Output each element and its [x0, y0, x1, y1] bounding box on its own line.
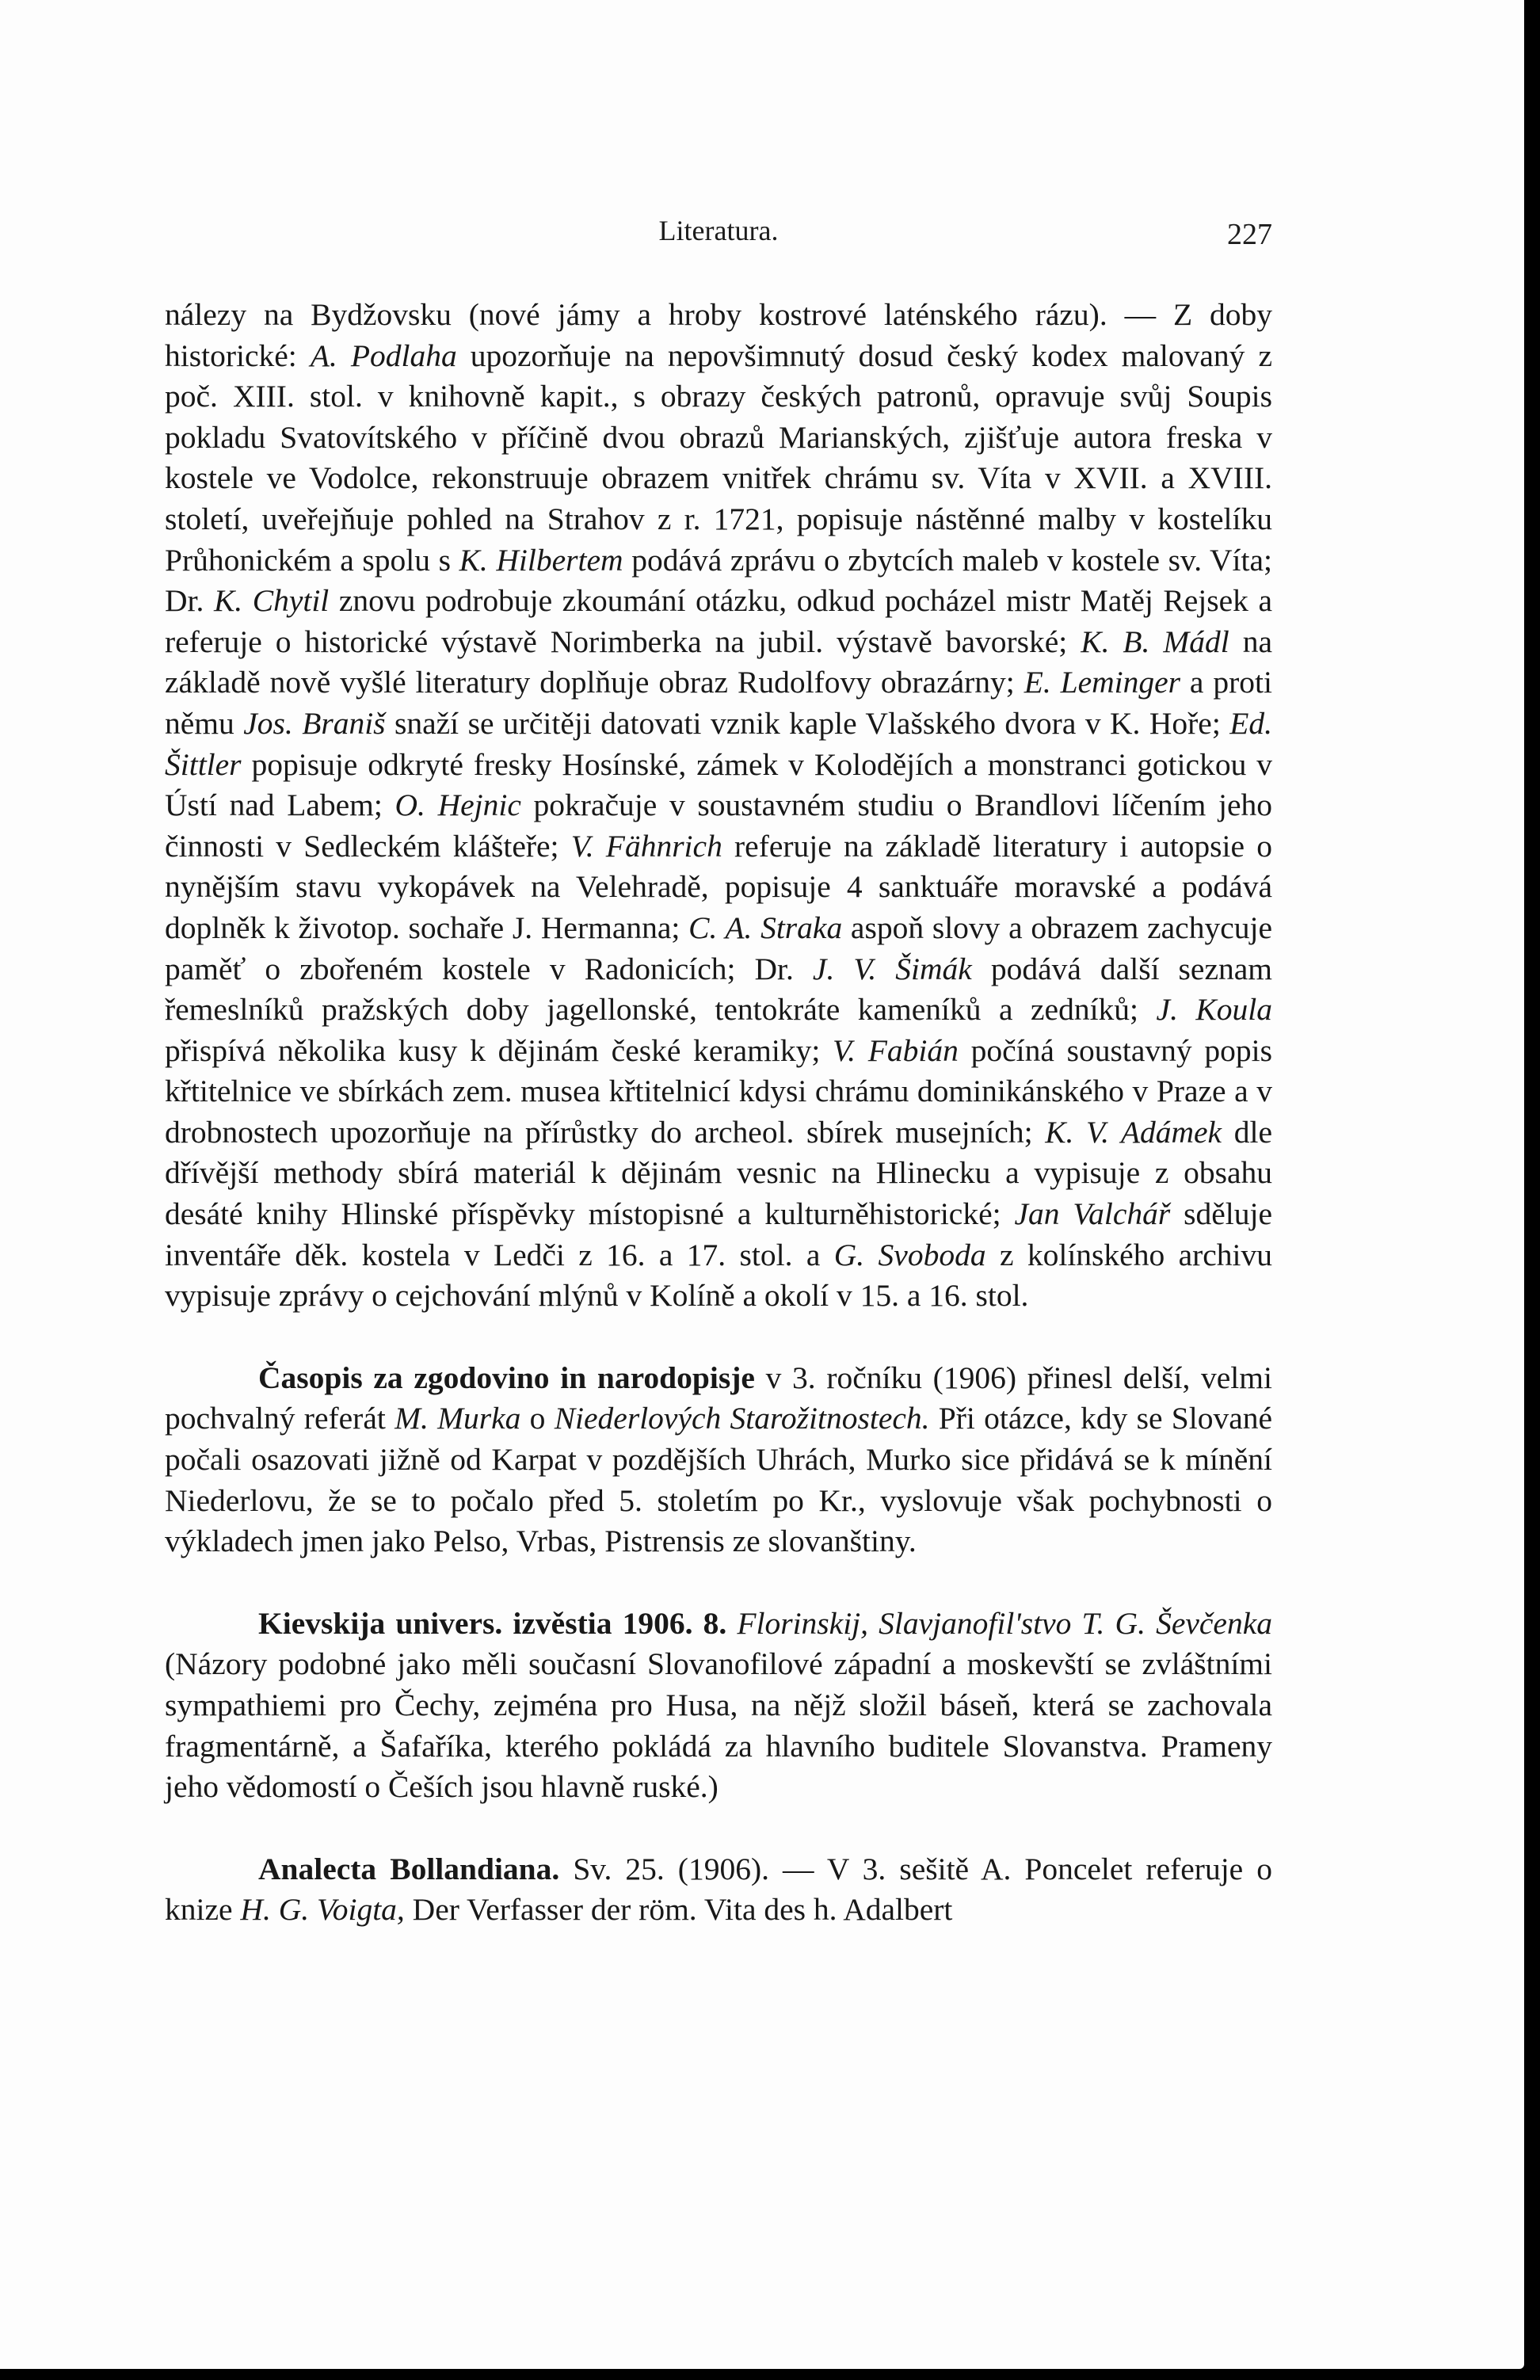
text-run: a proti němu [165, 665, 1272, 741]
author-name: O. Hejnic [395, 788, 521, 823]
text-run: snaží se určitěji datovati vznik kaple Vlašského dvora v K. Hoře; [385, 705, 1230, 741]
author-name: K. Chytil [213, 583, 330, 619]
author-name: Jan Valchář [1014, 1196, 1171, 1232]
author-name: K. B. Mádl [1081, 624, 1229, 659]
text-run: z kolínského archivu vypisuje zprávy o cejchování mlýnů v Kolíně a okolí v 15. a 16. stol. [165, 1237, 1273, 1314]
body-text [165, 295, 1272, 1931]
author-name: E. Leminger [1023, 665, 1181, 700]
journal-title: Časopis za zgodovino in narodopisje [258, 1360, 755, 1395]
text-run: aspoň slovy a obrazem zachycuje paměť o zbořeném kostele v Radonicích; Dr. [165, 910, 1272, 986]
paragraph-art-news [165, 295, 1272, 1317]
author-name: K. Hilbertem [459, 542, 623, 578]
work-title: Niederlových Starožitnostech. [554, 1401, 930, 1436]
scan-edge [1524, 0, 1540, 2380]
text-run: nálezy na Bydžovsku (nové jámy a hroby kostrové laténského rázu). — Z doby historické: [165, 297, 1272, 373]
journal-title: Kievskija univers. izvěstia 1906. 8. [258, 1605, 727, 1641]
text-run: pokračuje v soustavném studiu o Brandlovi líčením jeho činnosti v Sedleckém klášteře; [165, 788, 1272, 864]
paragraph-kievskija [165, 1604, 1272, 1808]
text-run: upozorňuje na nepovšimnutý dosud český kodex malovaný z poč. XIII. stol. v knihovně kapit., s obrazy českých patronů, opravuje svůj Soupis pokladu Svatovítského v příčině dvou obrazů Marianských, zjišťuje autora freska v kostele ve Vodolce, rekonstruuje obrazem vnitřek chrámu sv. Víta v XVII. a XVIII. století, uveřejňuje pohled na Strahov z r. 1721, popisuje nástěnné malby v kostelíku Průhonickém a spolu s [165, 338, 1273, 578]
page-number: 227 [1227, 218, 1272, 251]
text-run: popisuje odkryté fresky Hosínské, zámek v Kolodějích a monstranci gotickou v Ústí nad Labem; [165, 746, 1272, 823]
text-run: sděluje inventáře děk. kostela v Ledči z 16. a 17. stol. a [165, 1196, 1272, 1272]
running-title: Literatura. [658, 215, 779, 246]
paragraph-gap [165, 1808, 1272, 1849]
text-run: přispívá několika kusy k dějinám české keramiky; [165, 1032, 833, 1068]
author-name: J. Koula [1156, 992, 1272, 1028]
author-name: Jos. Braniš [243, 705, 386, 741]
text-run: podává další seznam řemeslníků pražských doby jagellonské, tentokráte kameníků a zedníků; [165, 951, 1273, 1028]
work-title: Florinskij, Slavjanofil'stvo T. G. Ševčenka [737, 1605, 1272, 1641]
text-run: na základě nově vyšlé literatury doplňuje obraz Rudolfovy obrazárny; [165, 624, 1272, 700]
author-name: V. Fabián [833, 1032, 959, 1068]
text-run: v 3. ročníku (1906) přinesl delší, velmi pochvalný referát [165, 1360, 1272, 1436]
text-run: podává zprávu o zbytcích maleb v kostele sv. Víta; Dr. [165, 542, 1272, 619]
text-run: znovu podrobuje zkoumání otázku, odkud pocházel mistr Matěj Rejsek a referuje o historické výstavě Norimberka na jubil. výstavě bavorské; [165, 583, 1272, 659]
author-name: V. Fähnrich [570, 828, 722, 864]
text-run: o [520, 1401, 555, 1436]
author-name: C. A. Straka [688, 910, 843, 945]
paragraph-analecta [165, 1849, 1272, 1931]
paragraph-casopis [165, 1358, 1272, 1562]
author-name: J. V. Šimák [812, 951, 972, 986]
text-run: (Názory podobné jako měli současní Slovanofilové západní a moskevští se zvláštními sympathiemi pro Čechy, zejména pro Husa, na nějž složil báseň, která se zachovala fragmentárně, a Šafaříka, kterého pokládá za hlavního buditele Slovanstva. Prameny jeho vědomostí o Češích jsou hlavně ruské.) [165, 1646, 1272, 1805]
text-run: Při otázce, kdy se Slované počali osazovati jižně od Karpat v pozdějších Uhrách, Murko sice přidává se k mínění Niederlovu, že se to počalo před 5. stoletím po Kr., vyslovuje však pochybnosti o výkladech jmen jako Pelso, Vrbas, Pistrensis ze slovanštiny. [165, 1401, 1273, 1559]
paragraph-gap [165, 1562, 1272, 1604]
text-run: Sv. 25. (1906). — V 3. sešitě A. Poncelet referuje o knize [165, 1851, 1272, 1928]
text-run: počíná soustavný popis křtitelnice ve sbírkách zem. musea křtitelnicí kdysi chrámu dominikánského v Praze a v drobnostech upozorňuje na přírůstky do archeol. sbírek musejních; [165, 1032, 1272, 1150]
page-header [165, 214, 1272, 261]
author-name: K. V. Adámek [1045, 1114, 1222, 1150]
text-run: Der Verfasser der röm. Vita des h. Adalbert [404, 1892, 953, 1928]
author-name: M. Murka [395, 1401, 521, 1436]
journal-title: Analecta Bollandiana. [258, 1851, 560, 1886]
author-name: G. Svoboda [833, 1237, 986, 1272]
paragraph-gap [165, 1317, 1272, 1358]
author-name: Ed. Šittler [165, 705, 1273, 782]
author-name: H. G. Voigta, [240, 1892, 405, 1928]
text-run: dle dřívější methody sbírá materiál k dějinám vesnic na Hlinecku a vypisuje z obsahu desáté knihy Hlinské příspěvky místopisné a kulturněhistorické; [165, 1114, 1272, 1232]
text-run: referuje na základě literatury i autopsie o nynějším stavu vykopávek na Velehradě, popisuje 4 sanktuáře moravské a podává doplněk k životop. sochaře J. Hermanna; [165, 828, 1272, 945]
author-name: A. Podlaha [310, 338, 457, 373]
